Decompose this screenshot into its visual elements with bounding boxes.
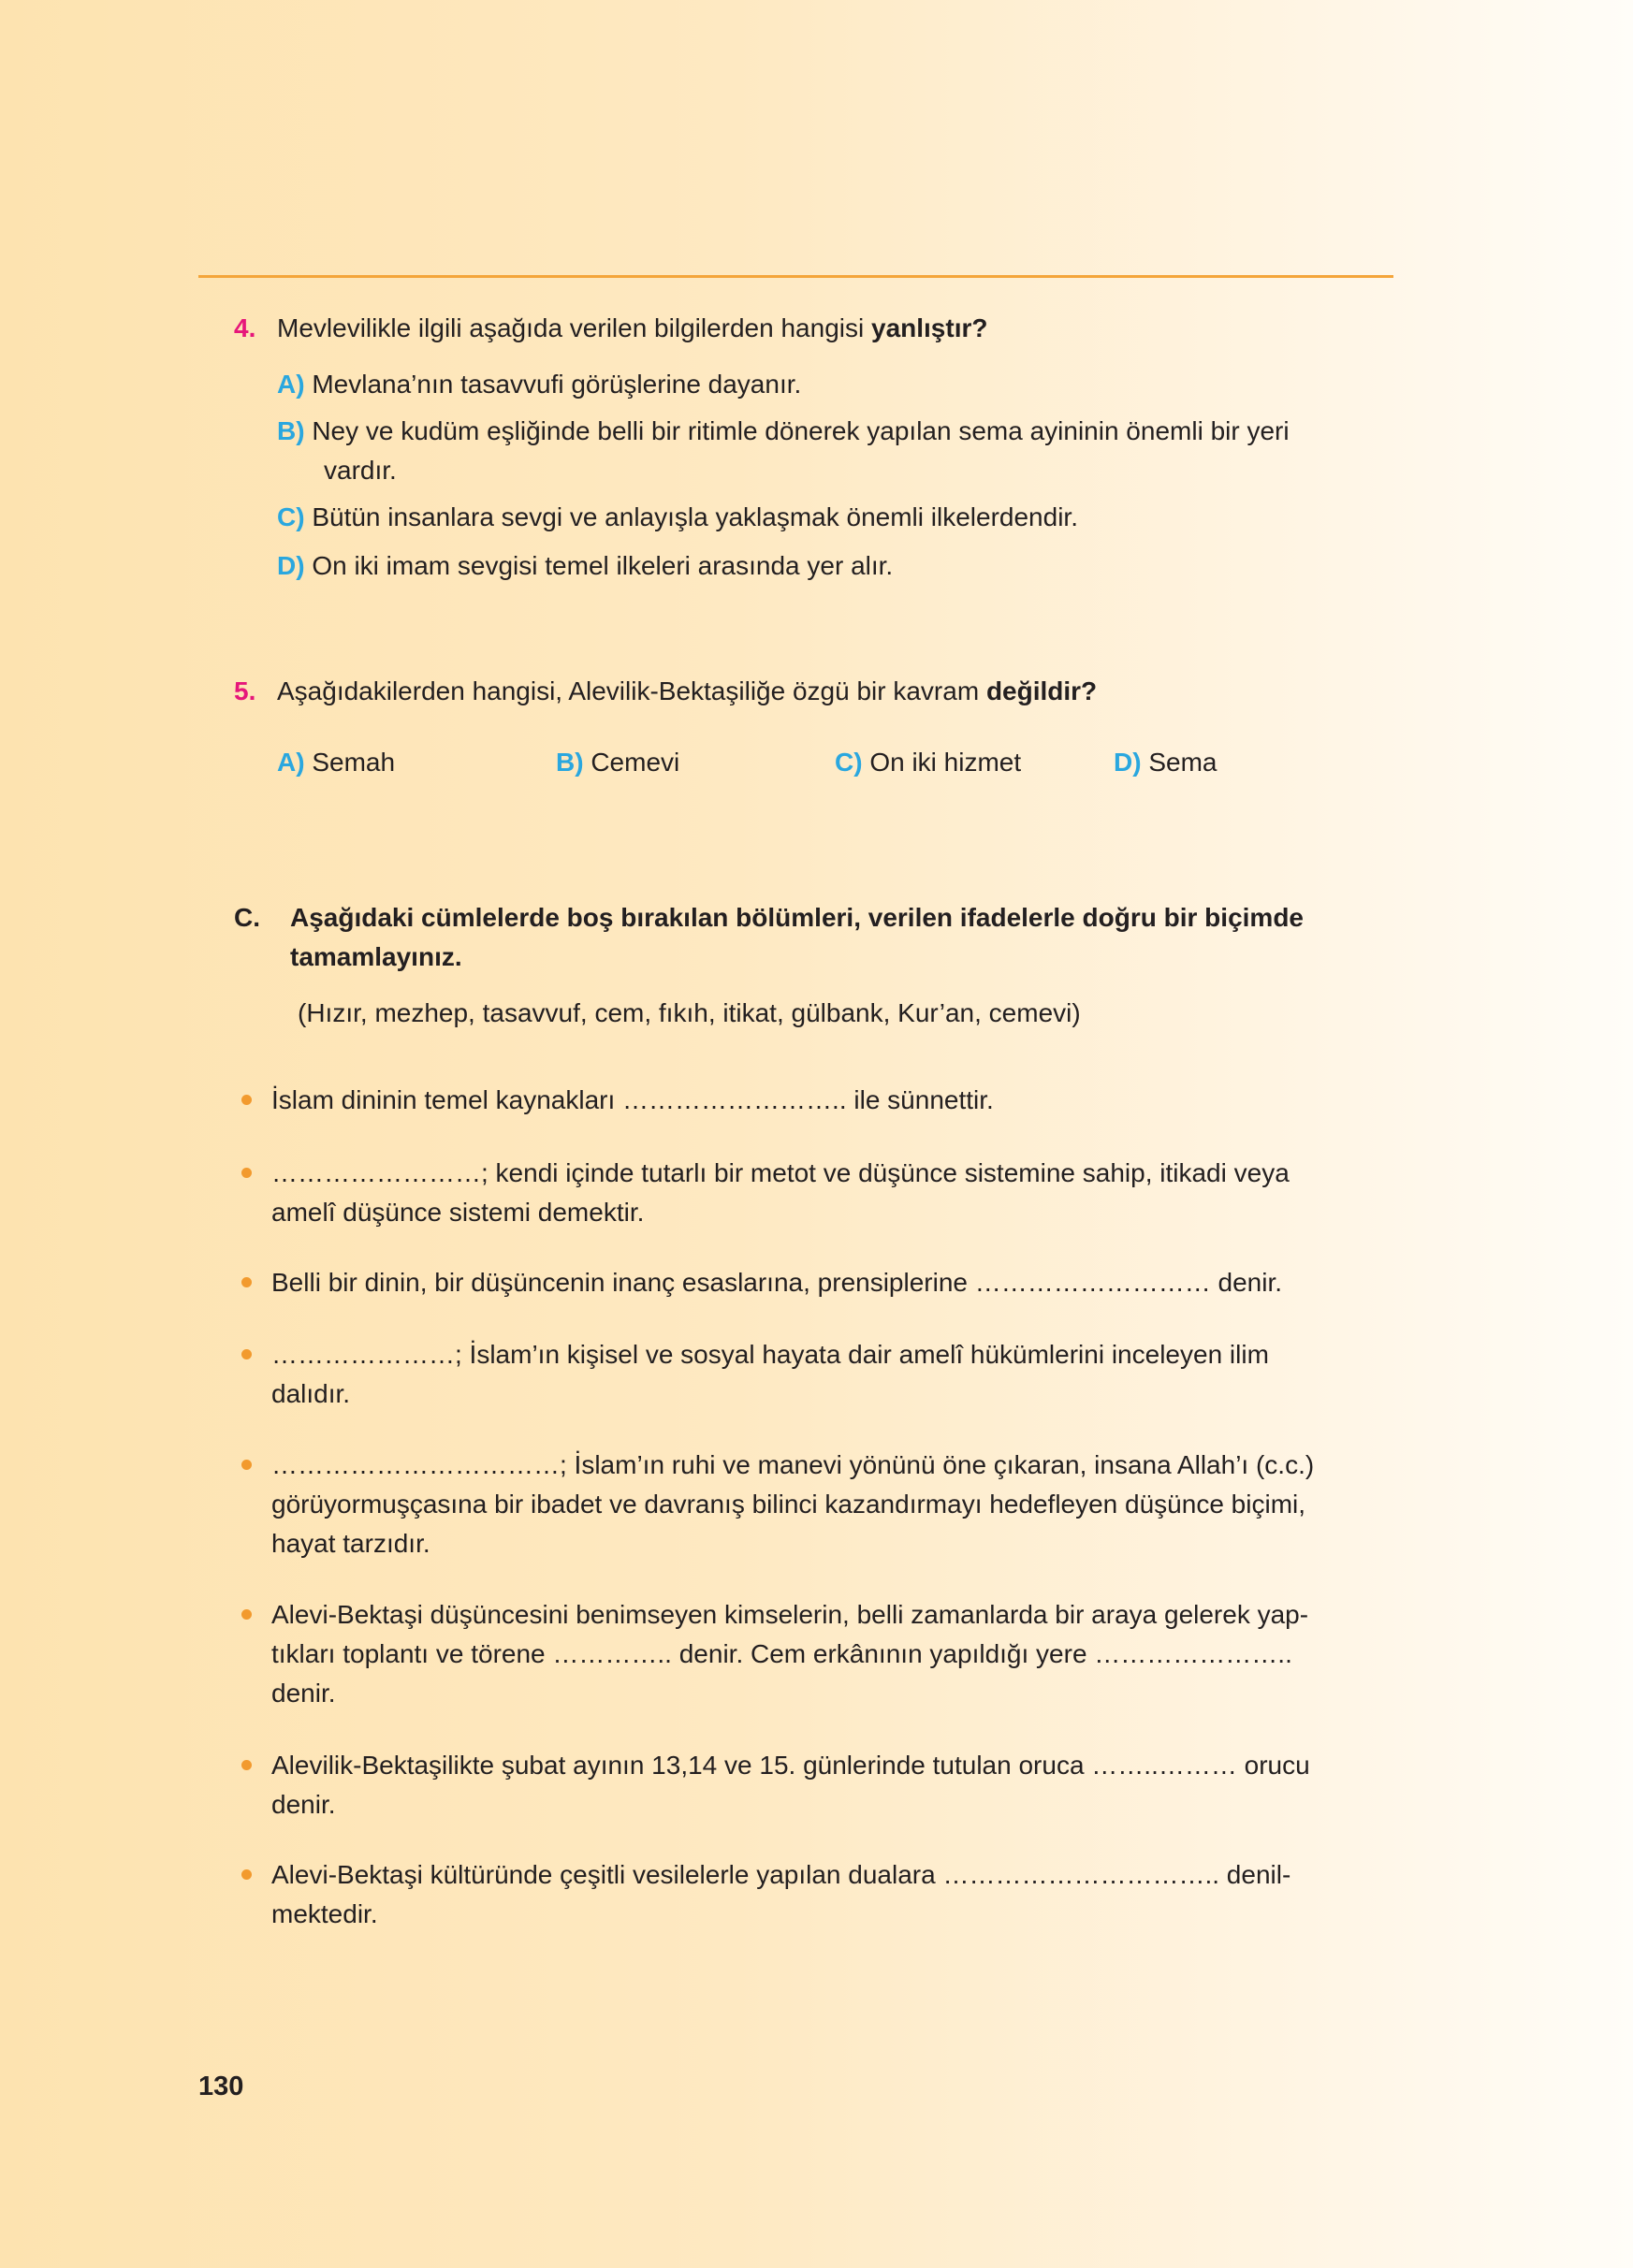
fill-item-5-line3: hayat tarzıdır.	[271, 1529, 430, 1558]
question-5-stem: Aşağıdakilerden hangisi, Alevilik-Bektaşiliğe özgü bir kavram değildir?	[277, 676, 1098, 705]
q4-option-c[interactable]: C) Bütün insanlara sevgi ve anlayışla yaklaşmak önemli ilkelerdendir.	[277, 502, 1078, 531]
q5-option-c[interactable]: C) On iki hizmet	[835, 748, 1022, 777]
q4-option-d[interactable]: D) On iki imam sevgisi temel ilkeleri arasında yer alır.	[277, 551, 894, 580]
section-c-title-line2: tamamlayınız.	[290, 942, 462, 971]
bullet-dot	[241, 1460, 252, 1470]
question-4-stem: Mevlevilikle ilgili aşağıda verilen bilgilerden hangisi yanlıştır?	[277, 313, 988, 342]
fill-item-6-line1: Alevi-Bektaşi düşüncesini benimseyen kimselerin, belli zamanlarda bir araya gelerek yap-	[271, 1600, 1309, 1629]
bullet-dot	[241, 1349, 252, 1359]
q5-option-d[interactable]: D) Sema	[1114, 748, 1217, 777]
q4-option-b-cont: vardır.	[324, 456, 397, 485]
fill-item-3: Belli bir dinin, bir düşüncenin inanç esaslarına, prensiplerine ……………………… denir.	[271, 1268, 1283, 1297]
bullet-dot	[241, 1168, 252, 1178]
bullet-dot	[241, 1609, 252, 1620]
fill-item-2-line2: amelî düşünce sistemi demektir.	[271, 1198, 645, 1227]
fill-item-4-line2: dalıdır.	[271, 1379, 351, 1408]
section-c-letter: C.	[234, 903, 260, 932]
fill-item-7-line1: Alevilik-Bektaşilikte şubat ayının 13,14 ve 15. günlerinde tutulan oruca ……..……… orucu	[271, 1751, 1310, 1780]
section-c-word-list: (Hızır, mezhep, tasavvuf, cem, fıkıh, itikat, gülbank, Kur’an, cemevi)	[298, 998, 1081, 1027]
section-c-title-line1: Aşağıdaki cümlelerde boş bırakılan bölümleri, verilen ifadelerle doğru bir biçimde	[290, 903, 1304, 932]
fill-item-5-line1: ……………………………; İslam’ın ruhi ve manevi yönünü öne çıkaran, insana Allah’ı (c.c.)	[271, 1450, 1315, 1479]
question-5-number: 5.	[234, 676, 256, 705]
bullet-dot	[241, 1760, 252, 1770]
fill-item-8-line2: mektedir.	[271, 1899, 378, 1928]
bullet-dot	[241, 1869, 252, 1880]
fill-item-5-line2: görüyormuşçasına bir ibadet ve davranış bilinci kazandırmayı hedefleyen düşünce biçimi,	[271, 1490, 1306, 1519]
question-4-number: 4.	[234, 313, 256, 342]
fill-item-6-line3: denir.	[271, 1679, 336, 1708]
q4-option-a[interactable]: A) Mevlana’nın tasavvufi görüşlerine dayanır.	[277, 370, 802, 399]
page-number: 130	[198, 2072, 244, 2101]
fill-item-6-line2: tıkları toplantı ve törene ………….. denir. Cem erkânının yapıldığı yere …………………..	[271, 1639, 1292, 1668]
bullet-dot	[241, 1277, 252, 1287]
bullet-dot	[241, 1095, 252, 1105]
fill-item-4-line1: …………………; İslam’ın kişisel ve sosyal hayata dair amelî hükümlerini inceleyen ilim	[271, 1340, 1269, 1369]
header-rule	[198, 275, 1393, 278]
fill-item-2-line1: ……………………; kendi içinde tutarlı bir metot ve düşünce sistemine sahip, itikadi veya	[271, 1158, 1290, 1187]
fill-item-7-line2: denir.	[271, 1790, 336, 1819]
fill-item-1: İslam dininin temel kaynakları …………………….. ile sünnettir.	[271, 1085, 994, 1114]
q4-option-b[interactable]: B) Ney ve kudüm eşliğinde belli bir ritimle dönerek yapılan sema ayininin önemli bir yeri	[277, 416, 1290, 445]
fill-item-8-line1: Alevi-Bektaşi kültüründe çeşitli vesilelerle yapılan dualara ………………………….. denil-	[271, 1860, 1291, 1889]
q5-option-b[interactable]: B) Cemevi	[556, 748, 680, 777]
q5-option-a[interactable]: A) Semah	[277, 748, 396, 777]
